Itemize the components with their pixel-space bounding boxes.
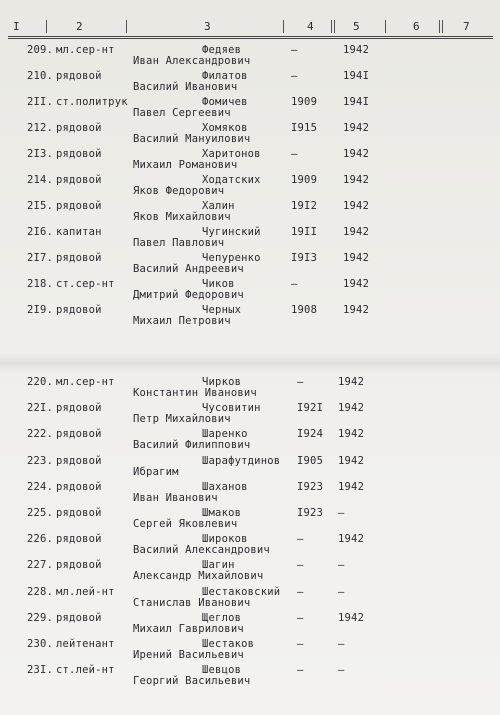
military-rank: рядовой [56, 200, 102, 212]
birth-year: – [297, 559, 304, 572]
surname: Шестаков [202, 638, 255, 650]
surname: Шестаковский [202, 585, 281, 598]
military-rank: мл.лей-нт [56, 585, 115, 598]
birth-year: – [291, 70, 298, 82]
birth-year: – [291, 278, 298, 290]
entry-number: 214. [27, 174, 54, 186]
year-value: 1942 [343, 226, 370, 238]
given-name-patronymic: Яков Михайлович [133, 211, 231, 223]
military-rank: рядовой [56, 122, 102, 134]
surname: Шарафутдинов [202, 454, 281, 467]
year-value: 1942 [343, 200, 370, 212]
entry-number: 2I6. [27, 226, 54, 238]
entry-number: 220. [27, 376, 54, 388]
surname: Фомичев [202, 96, 248, 108]
column-divider [46, 20, 47, 33]
year-value: 194I [343, 96, 370, 108]
year-value: 1942 [343, 252, 370, 264]
column-divider [439, 20, 440, 33]
surname: Федяев [202, 44, 242, 56]
military-rank: мл.сер-нт [56, 376, 115, 388]
column-header-4: 4 [307, 20, 314, 33]
birth-year: 1908 [291, 304, 318, 316]
surname: Черных [202, 304, 242, 316]
surname: Широков [202, 533, 248, 546]
military-rank: ст.лей-нт [56, 664, 115, 677]
military-rank: лейтенант [56, 638, 115, 650]
military-rank: рядовой [56, 611, 102, 624]
year-value: – [338, 559, 345, 572]
year-value: – [338, 585, 345, 598]
column-header-6: 6 [413, 20, 420, 33]
year-value: – [338, 664, 345, 677]
entry-number: 225. [27, 507, 54, 519]
column-divider [442, 20, 443, 33]
military-rank: рядовой [56, 559, 102, 572]
military-rank: рядовой [56, 252, 102, 264]
given-name-patronymic: Михаил Гаврилович [133, 622, 244, 635]
given-name-patronymic: Михаил Петрович [133, 315, 231, 327]
birth-year: – [291, 44, 298, 56]
column-header-5: 5 [353, 20, 360, 33]
surname: Хомяков [202, 122, 248, 134]
column-header-row [0, 20, 500, 34]
military-rank: рядовой [56, 402, 102, 415]
header-rule [8, 36, 493, 37]
surname: Чирков [202, 376, 242, 388]
birth-year: I915 [291, 122, 318, 134]
entry-number: 227. [27, 559, 54, 572]
surname: Шевцов [202, 664, 242, 677]
entry-number: 23I. [27, 664, 54, 677]
entry-number: 22I. [27, 402, 54, 415]
year-value: 1942 [343, 122, 370, 134]
given-name-patronymic: Ибрагим [133, 465, 179, 478]
military-rank: рядовой [56, 148, 102, 160]
military-rank: рядовой [56, 304, 102, 316]
year-value: – [338, 638, 345, 650]
year-value: 1942 [338, 376, 365, 388]
year-value: 194I [343, 70, 370, 82]
military-rank: рядовой [56, 454, 102, 467]
military-rank: рядовой [56, 428, 102, 441]
entry-number: 224. [27, 480, 54, 493]
entry-number: 2I9. [27, 304, 54, 316]
year-value: 1942 [338, 611, 365, 624]
military-rank: рядовой [56, 507, 102, 519]
year-value: 1942 [338, 454, 365, 467]
surname: Ходатских [202, 174, 261, 186]
given-name-patronymic: Иван Иванович [133, 491, 218, 504]
year-value: 1942 [338, 533, 365, 546]
birth-year: – [297, 376, 304, 388]
column-divider [126, 20, 127, 33]
birth-year: – [297, 585, 304, 598]
year-value: 1942 [338, 480, 365, 493]
given-name-patronymic: Станислав Иванович [133, 596, 251, 609]
year-value: – [338, 507, 345, 519]
page-fold [0, 352, 500, 374]
entry-number: 2I3. [27, 148, 54, 160]
column-header-3: 3 [204, 20, 211, 33]
given-name-patronymic: Яков Федорович [133, 185, 225, 197]
surname: Шаханов [202, 480, 248, 493]
given-name-patronymic: Иван Александрович [133, 55, 251, 67]
surname: Щеглов [202, 611, 242, 624]
birth-year: I905 [297, 454, 324, 467]
military-rank: рядовой [56, 533, 102, 546]
birth-year: – [297, 611, 304, 624]
surname: Чугинский [202, 226, 261, 238]
given-name-patronymic: Ирений Васильевич [133, 649, 244, 661]
given-name-patronymic: Сергей Яковлевич [133, 518, 238, 530]
table-row [0, 664, 500, 694]
table-row [0, 304, 500, 334]
military-rank: ст.сер-нт [56, 278, 115, 290]
given-name-patronymic: Василий Александрович [133, 544, 270, 557]
year-value: 1942 [338, 428, 365, 441]
surname: Шагин [202, 559, 235, 572]
entry-number: 2I5. [27, 200, 54, 212]
year-value: 1942 [343, 174, 370, 186]
given-name-patronymic: Павел Сергеевич [133, 107, 231, 119]
birth-year: 19II [291, 226, 318, 238]
given-name-patronymic: Александр Михайлович [133, 570, 264, 583]
birth-year: 19I2 [291, 200, 318, 212]
military-rank: рядовой [56, 174, 102, 186]
birth-year: I923 [297, 480, 324, 493]
surname: Халин [202, 200, 235, 212]
year-value: 1942 [343, 44, 370, 56]
given-name-patronymic: Василий Филиппович [133, 439, 251, 452]
given-name-patronymic: Петр Михайлович [133, 413, 231, 426]
given-name-patronymic: Георгий Васильевич [133, 675, 251, 688]
entry-number: 2II. [27, 96, 54, 108]
entry-number: 230. [27, 638, 54, 650]
given-name-patronymic: Василий Иванович [133, 81, 238, 93]
birth-year: – [297, 533, 304, 546]
entry-number: 210. [27, 70, 54, 82]
given-name-patronymic: Василий Мануилович [133, 133, 251, 145]
surname: Чусовитин [202, 402, 261, 415]
column-divider [385, 20, 386, 33]
entry-number: 2I7. [27, 252, 54, 264]
birth-year: I923 [297, 507, 324, 519]
birth-year: I92I [297, 402, 324, 415]
surname: Шаренко [202, 428, 248, 441]
given-name-patronymic: Дмитрий Федорович [133, 289, 244, 301]
military-rank: рядовой [56, 70, 102, 82]
birth-year: I924 [297, 428, 324, 441]
entry-number: 212. [27, 122, 54, 134]
column-header-2: 2 [76, 20, 83, 33]
column-header-1: I [13, 20, 20, 33]
military-rank: рядовой [56, 480, 102, 493]
surname: Чиков [202, 278, 235, 290]
military-rank: мл.сер-нт [56, 44, 115, 56]
entry-number: 222. [27, 428, 54, 441]
entry-number: 223. [27, 454, 54, 467]
column-divider [334, 20, 335, 33]
given-name-patronymic: Константин Иванович [133, 387, 257, 399]
birth-year: – [297, 664, 304, 677]
birth-year: 1909 [291, 96, 318, 108]
given-name-patronymic: Василий Андреевич [133, 263, 244, 275]
year-value: 1942 [343, 304, 370, 316]
surname: Харитонов [202, 148, 261, 160]
given-name-patronymic: Павел Павлович [133, 237, 225, 249]
column-divider [283, 20, 284, 33]
military-rank: ст.политрук [56, 96, 128, 108]
entry-number: 209. [27, 44, 54, 56]
birth-year: – [297, 638, 304, 650]
birth-year: – [291, 148, 298, 160]
surname: Чепуренко [202, 252, 261, 264]
column-divider [331, 20, 332, 33]
given-name-patronymic: Михаил Романович [133, 159, 238, 171]
military-rank: капитан [56, 226, 102, 238]
entry-number: 229. [27, 611, 54, 624]
column-header-7: 7 [463, 20, 470, 33]
year-value: 1942 [338, 402, 365, 415]
entry-number: 228. [27, 585, 54, 598]
surname: Шмаков [202, 507, 242, 519]
year-value: 1942 [343, 278, 370, 290]
surname: Филатов [202, 70, 248, 82]
birth-year: 1909 [291, 174, 318, 186]
entry-number: 226. [27, 533, 54, 546]
header-rule [8, 38, 493, 39]
birth-year: I9I3 [291, 252, 318, 264]
year-value: 1942 [343, 148, 370, 160]
entry-number: 218. [27, 278, 54, 290]
